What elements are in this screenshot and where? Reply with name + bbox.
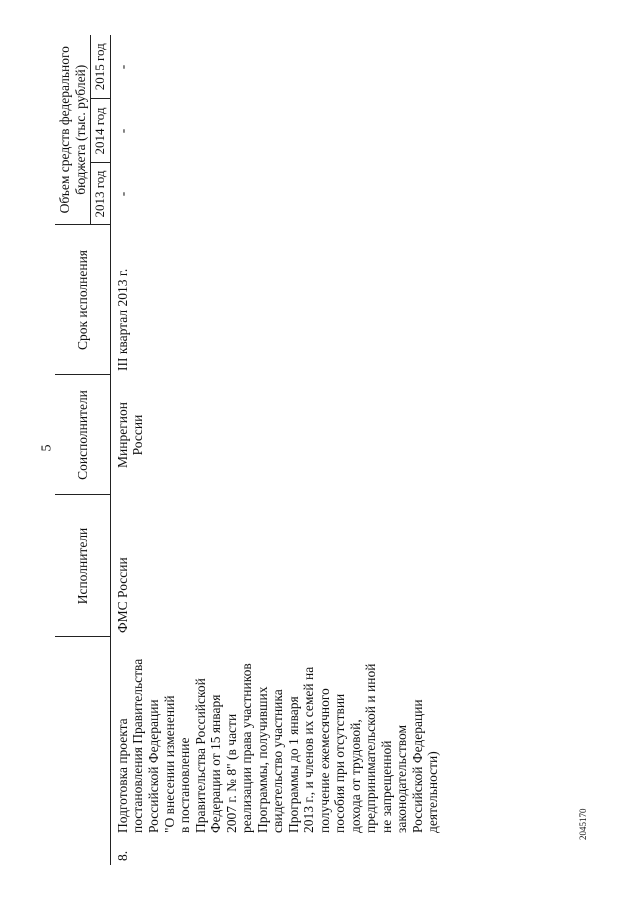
- co-executor-cell: [110, 375, 442, 495]
- task-description: [110, 637, 442, 837]
- task-line: в постановление: [177, 737, 193, 833]
- task-line: Российской Федерации: [146, 699, 161, 833]
- co-executor-line: Минрегион: [114, 402, 130, 468]
- task-line: Правительства Российской: [192, 678, 208, 833]
- plan-table: [55, 35, 443, 865]
- co-executor-line: России: [130, 414, 146, 456]
- header-blank: [55, 637, 110, 837]
- task-line: предпринимательской и иной: [363, 663, 379, 833]
- task-line: дохода от трудовой,: [347, 719, 363, 833]
- row-number: 8.: [114, 850, 130, 861]
- header-year-2015: 2015 год: [91, 35, 111, 99]
- task-line: Программы до 1 января: [285, 696, 301, 833]
- task-line: пособия при отсутствии: [332, 693, 348, 833]
- task-line: 2013 г., и членов их семей на: [301, 666, 317, 833]
- rotated-table-container: [55, 35, 577, 865]
- task-line: Российской Федерации: [409, 699, 425, 833]
- task-line: постановления Правительства: [130, 658, 146, 833]
- task-line: не запрещенной: [378, 740, 394, 833]
- value-2015: -: [114, 64, 130, 70]
- executor-cell: ФМС России: [114, 557, 130, 633]
- header-co-executors: Соисполнители: [55, 375, 110, 495]
- task-line: получение ежемесячного: [316, 688, 332, 833]
- document-code: 2045170: [578, 808, 588, 840]
- task-line: законодательством: [394, 724, 410, 833]
- header-year-2013: 2013 год: [91, 163, 111, 225]
- task-line: деятельности): [425, 751, 441, 833]
- task-line: 2007 г. № 8" (в части: [223, 713, 239, 833]
- header-row: [55, 35, 91, 865]
- task-line: Программы, получивших: [254, 686, 270, 833]
- task-line: Подготовка проекта: [114, 718, 130, 833]
- task-line: свидетельство участника: [270, 689, 286, 833]
- page-number: 5: [39, 444, 55, 452]
- value-2013: -: [114, 191, 130, 197]
- task-line: "О внесении изменений: [161, 695, 177, 833]
- header-budget-group: Объем средств федерального бюджета (тыс. рублей): [55, 35, 91, 225]
- task-line: Федерации от 15 января: [208, 694, 224, 833]
- task-line: реализации права участников: [239, 663, 255, 833]
- header-year-2014: 2014 год: [91, 99, 111, 163]
- table-row: [110, 35, 442, 865]
- header-number: [55, 837, 110, 865]
- header-executors: Исполнители: [55, 495, 110, 637]
- header-deadline: Срок исполнения: [55, 225, 110, 375]
- value-2014: -: [114, 128, 130, 134]
- deadline-cell: III квартал 2013 г.: [114, 268, 130, 371]
